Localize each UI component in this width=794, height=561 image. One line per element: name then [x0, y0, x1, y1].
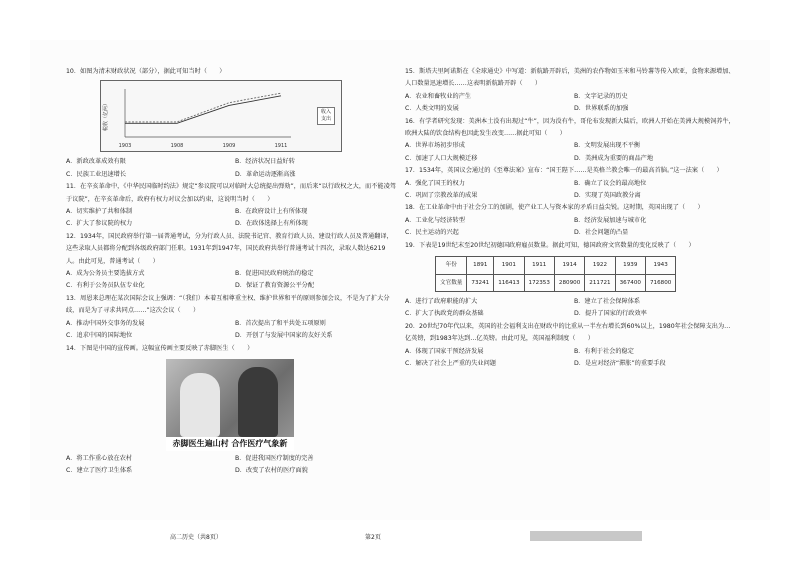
question-18-options: [405, 215, 735, 240]
q15-option-d: D．世界联系的加强: [574, 105, 629, 113]
question-16-stem: 16．有学者研究发现：美洲本土没有出现过“牛”，因为没有牛，哥伦布发现新大陆后，欧洲人开始在美洲大规模饲养牛，欧洲大陆的饮食结构也因此发生改变……据此可知（ ）: [405, 117, 735, 138]
table-cell: 1911: [524, 257, 554, 274]
series-line-0: [125, 96, 281, 123]
q10-option-c: C．民族工业迅速增长: [66, 170, 127, 178]
question-16-options: [405, 140, 735, 165]
q15-option-a: A．农业和畜牧业的产生: [405, 92, 472, 100]
q20-option-c: C．解决了社会上严重的失业问题: [405, 359, 496, 367]
finance-chart-svg: [101, 81, 341, 151]
q12-option-a: A．成为公务员主要选拔方式: [66, 270, 145, 278]
q18-option-b: B．经济发展加速与城市化: [574, 216, 647, 224]
q13-option-b: B．首次提出了和平共处五项原则: [235, 319, 326, 327]
question-12-stem: 12．1934年，国民政府举行第一届普通考试，分为行政人员、法院书记官、教育行政人员、建设行政人员及普通翻译，这些录取人员都将分配到各级政府部门任职。1931年到1947年，国民政府共举行普通考试十四次，录取人数达6219人。由此可见，普通考试（ ）: [66, 232, 393, 265]
table-cell: 1901: [494, 257, 524, 274]
x-tick-label: 1909: [222, 143, 236, 150]
table-cell: 172353: [524, 274, 554, 291]
question-18-stem: 18．在工业革命中由于社会分工的加剧，使产业工人与资本家的矛盾日益尖锐。这时期，英国出现了（ ）: [405, 204, 704, 212]
question-15-stem: 15．斯塔夫里阿诺斯在《全球通史》中写道：新航路开辟后，美洲的农作物如玉米和马铃薯等传入欧亚，食物来源增加、人口数量迅速增长……这表明新航路开辟（ ）: [405, 68, 735, 88]
q20-option-d: D．是应对经济“滞胀”的重要手段: [574, 359, 666, 367]
q16-option-d: D．美洲成为重要的商品产地: [574, 154, 654, 162]
q13-option-a: A．推动中国外交事务的发展: [66, 319, 145, 327]
right-column: [405, 66, 735, 370]
q12-option-c: C．有利于公务员队伍专业化: [66, 282, 145, 290]
q15-option-b: B．文字记录的历史: [574, 92, 628, 100]
table-cell: 1943: [645, 257, 675, 274]
series-line-1: [125, 94, 281, 123]
q18-option-c: C．民主运动的兴起: [405, 229, 459, 237]
table-cell: 116413: [494, 274, 524, 291]
q18-option-d: D．社会问题的凸显: [574, 229, 629, 237]
q14-option-b: B．促进我国医疗制度的完善: [235, 454, 314, 462]
q13-option-d: D．开创了与发展中国家的友好关系: [235, 332, 333, 340]
question-20-options: [405, 346, 735, 371]
footer-left: 高二历史（共8页）: [170, 534, 222, 541]
table-cell: 1922: [585, 257, 615, 274]
table-cell: 1939: [615, 257, 645, 274]
exam-page: [30, 40, 770, 541]
footer-page-number: 第2页: [365, 534, 381, 541]
q11-option-a: A．切实维护了共和体制: [66, 208, 133, 216]
q10-option-a: A．新政改革成效有限: [66, 158, 126, 166]
q14-option-c: C．建立了医疗卫生体系: [66, 467, 133, 475]
q20-option-a: A．体现了国家干预经济发展: [405, 347, 484, 355]
table-cell: 367400: [615, 274, 645, 291]
q11-option-b: B．在政府设计上有所体现: [235, 208, 308, 216]
q11-option-c: C．扩大了参议院的权力: [66, 220, 133, 228]
q16-option-c: C．加速了人口大规模迁移: [405, 154, 478, 162]
q19-option-d: D．提升了国家的行政效率: [574, 310, 647, 318]
q19-option-c: C．扩大了执政党的群众基础: [405, 310, 484, 318]
x-tick-label: 1908: [170, 143, 184, 150]
question-10-options: [66, 156, 396, 181]
q17-option-d: D．实现了英国政教分离: [574, 192, 641, 200]
q16-option-a: A．世界市场初步形成: [405, 142, 465, 150]
table-cell: 716800: [645, 274, 675, 291]
q17-option-a: A．强化了国王的权力: [405, 179, 465, 187]
question-15-options: [405, 91, 735, 116]
table-cell: 211721: [585, 274, 615, 291]
table-row-counts: [436, 274, 676, 291]
q14-option-a: A．将工作重心放在农村: [66, 454, 133, 462]
x-tick-label: 1911: [274, 143, 288, 150]
question-17-stem: 17．1534年，英国议会通过的《至尊法案》宣布：“国王陛下……是英格兰教会唯一的最高首脑。”这一法案（ ）: [405, 167, 723, 175]
question-11-options: [66, 206, 396, 231]
q20-option-b: B．有利于社会的稳定: [574, 347, 634, 355]
table-cell: 73241: [467, 274, 494, 291]
q10-option-b: B．经济状况日益好转: [235, 158, 295, 166]
finance-chart: [100, 80, 342, 152]
chart-legend: [317, 107, 335, 125]
q17-option-b: B．确立了议会的最高地位: [574, 179, 647, 187]
poster-caption: 赤脚医生遍山村 合作医疗气象新: [166, 437, 294, 451]
q11-option-d: D．在政体选择上有所体现: [235, 220, 308, 228]
q12-option-d: D．保证了教育资源公平分配: [235, 282, 315, 290]
table-header-year: 年份: [436, 257, 467, 274]
q14-option-d: D．改变了农村的医疗面貌: [235, 467, 308, 475]
civil-servant-table: [435, 256, 676, 292]
table-cell: 1914: [554, 257, 584, 274]
question-10-stem: 10．如图为清末财政状况（部分），据此可知当时（ ）: [66, 68, 226, 75]
q19-option-b: B．建立了社会保障体系: [574, 297, 641, 305]
question-14-stem: 14．下图是中国的宣传画。这幅宣传画主要反映了赤脚医生（ ）: [66, 344, 254, 352]
y-axis-label: 税收（亿两）: [103, 101, 109, 132]
question-20-stem: 20．20世纪70年代以来，英国的社会福利支出在财政中的比重从一半左右增长到60%以上，1980年社会保障支出为…亿英镑，到1983年达到…亿英镑。由此可见，英国福利制度（ ）: [405, 322, 731, 343]
q13-option-c: C．追求中国的国际地位: [66, 332, 133, 340]
q16-option-b: B．文明发展出现不平衡: [574, 142, 641, 150]
legend-income: 收入: [320, 109, 331, 116]
question-13-stem: 13．周恩来总理在某次国际会议上强调：“（我们）本着互相尊重主权、维护世界和平的原则参加会议，不是为了扩大分歧，而是为了寻求共同点……”这次会议（ ）: [66, 294, 390, 315]
q10-option-d: D．革命运动逐渐高涨: [235, 170, 296, 178]
x-tick-label: 1903: [118, 143, 132, 150]
legend-expense: 支出: [320, 116, 331, 123]
table-header-count: 文官数量: [436, 274, 467, 291]
question-13-options: [66, 318, 396, 343]
table-cell: 1891: [467, 257, 494, 274]
q19-option-a: A．进行了政府职能的扩大: [405, 297, 478, 305]
poster-figure-right: [238, 367, 278, 437]
table-cell: 280900: [554, 274, 584, 291]
q17-option-c: C．巩固了宗教改革的成果: [405, 192, 478, 200]
scan-mark: [530, 531, 642, 541]
question-11-stem: 11．在辛亥革命中，《中华民国临时约法》规定“参议院可以对临时大总统提出弹劾”，而后来“以行政权之大，而不能凌驾于议院”，在辛亥革命后，政府有权力对议会加以约束，这说明当时（ ）: [66, 183, 396, 203]
left-column: [66, 66, 396, 478]
question-19-options: [405, 296, 735, 321]
q18-option-a: A．工业化与经济转型: [405, 216, 465, 224]
table-row-years: [436, 257, 676, 274]
poster-figure-left: [180, 373, 220, 437]
q15-option-c: C．人类文明的发展: [405, 105, 459, 113]
question-19-stem: 19．下表是19世纪末至20世纪初德国政府雇员数量。据此可知，德国政府文官数量的变化反映了（ ）: [405, 241, 695, 249]
question-17-options: [405, 178, 735, 203]
question-14-options: [66, 453, 396, 478]
propaganda-poster: [166, 359, 294, 451]
question-12-options: [66, 268, 396, 293]
q12-option-b: B．促进国民政府统治的稳定: [235, 270, 314, 278]
